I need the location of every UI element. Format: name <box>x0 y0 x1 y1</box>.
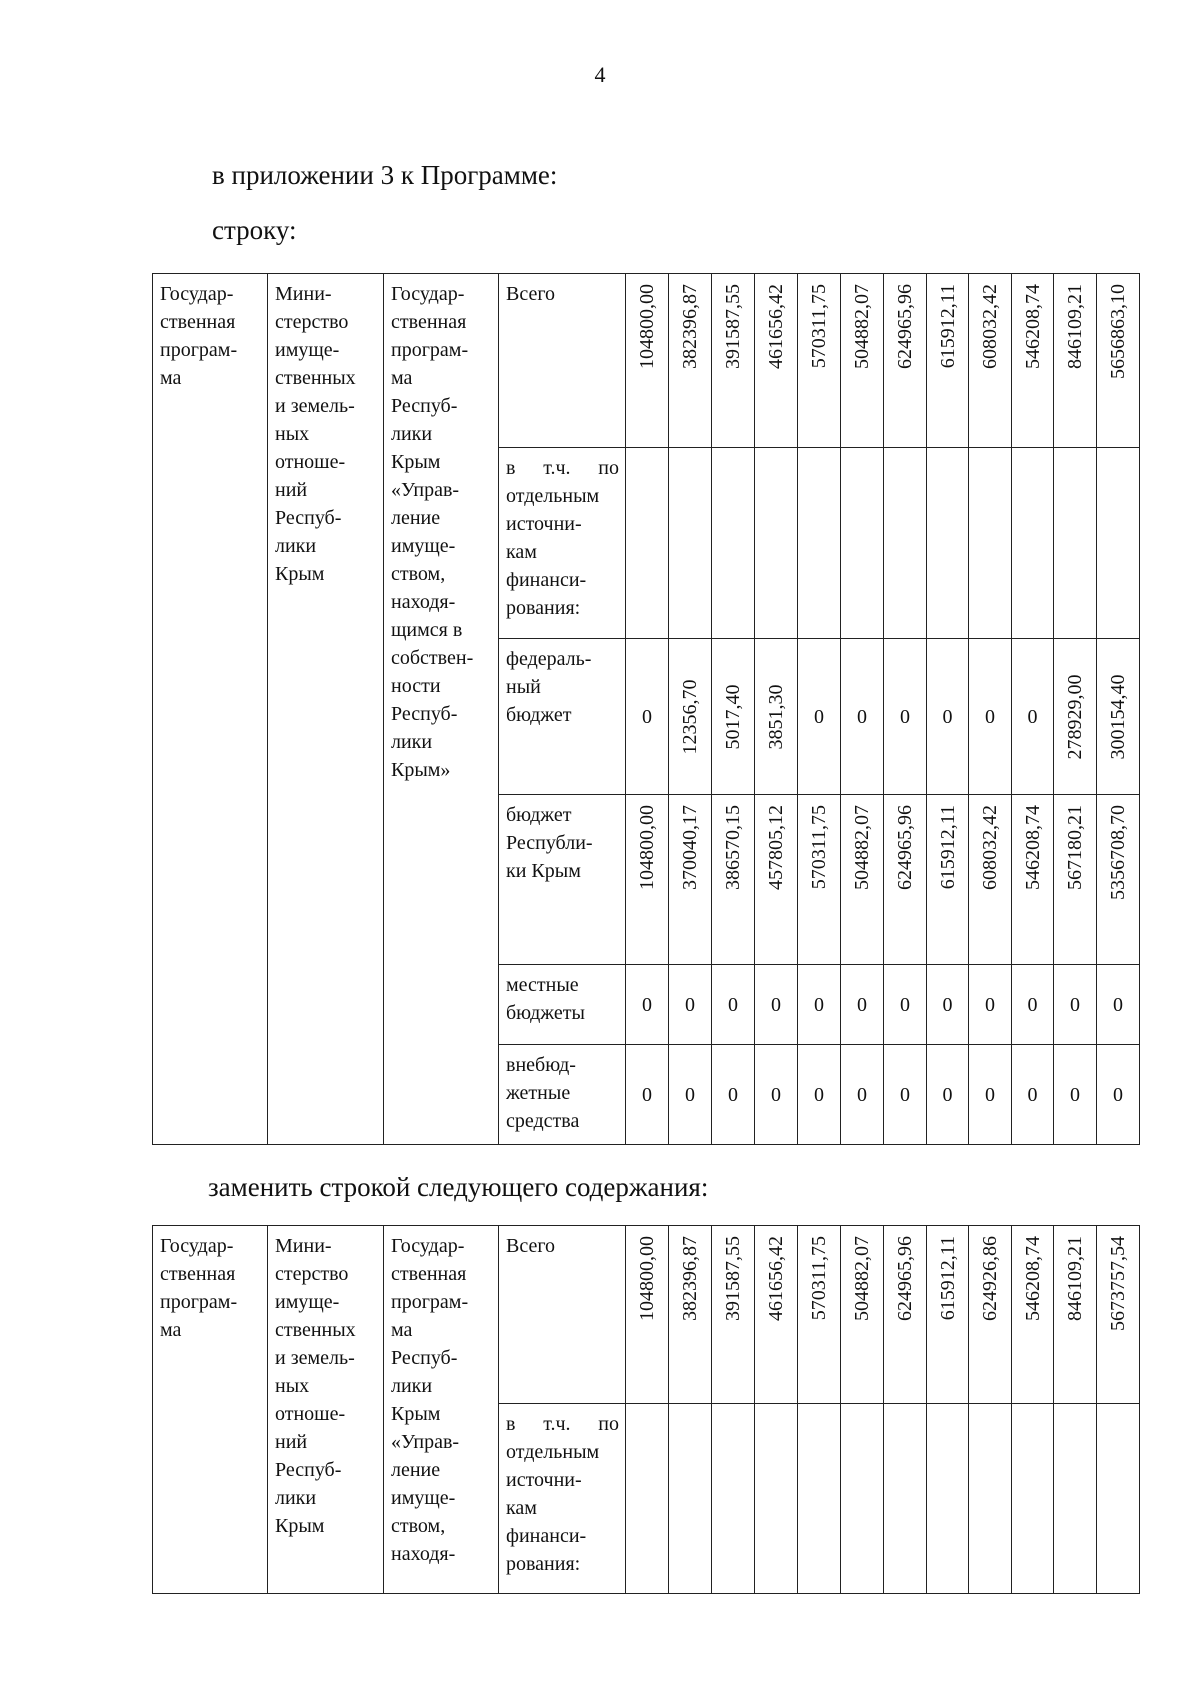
empty-cell <box>626 448 669 639</box>
source-federal-label: федераль- ный бюджет <box>499 639 626 795</box>
value-text: 0 <box>900 993 910 1016</box>
value-text: 0 <box>1070 1083 1080 1106</box>
empty-cell <box>755 1404 798 1594</box>
value-text: 546208,74 <box>1021 1236 1044 1321</box>
source-including-label: в т.ч. по отдельным источни- кам финанси- рования: <box>499 448 626 639</box>
value-cell <box>1054 1045 1097 1145</box>
value-text: 0 <box>900 1083 910 1106</box>
value-text: 624965,96 <box>894 805 916 890</box>
value-cell <box>884 274 927 448</box>
empty-cell <box>1054 1404 1097 1594</box>
value-cell <box>626 795 669 965</box>
value-cell <box>1012 795 1054 965</box>
value-cell <box>969 274 1012 448</box>
value-cell <box>1097 1045 1140 1145</box>
value-cell <box>712 795 755 965</box>
value-cell <box>626 1226 669 1404</box>
intro-line: в приложении 3 к Программе: <box>212 160 558 190</box>
value-text: 0 <box>857 705 867 728</box>
value-cell <box>755 639 798 795</box>
empty-cell <box>669 448 712 639</box>
value-cell <box>927 1045 969 1145</box>
value-text: 104800,00 <box>636 805 658 890</box>
value-text: 0 <box>642 993 652 1016</box>
value-cell <box>712 639 755 795</box>
cell-program-type: Государ- ственная програм- ма <box>153 1226 268 1594</box>
value-text: 0 <box>1027 1083 1038 1106</box>
empty-cell <box>884 448 927 639</box>
value-cell <box>1097 965 1140 1045</box>
empty-cell <box>927 1404 969 1594</box>
value-cell <box>626 965 669 1045</box>
value-text: 0 <box>1113 993 1123 1016</box>
value-cell <box>669 795 712 965</box>
value-text: 0 <box>985 993 995 1016</box>
value-cell <box>884 639 927 795</box>
value-cell <box>841 795 884 965</box>
value-cell <box>1012 965 1054 1045</box>
empty-cell <box>841 1404 884 1594</box>
value-text: 391587,55 <box>722 1236 744 1321</box>
empty-cell <box>1097 1404 1140 1594</box>
empty-cell <box>755 448 798 639</box>
value-text: 382396,87 <box>679 1236 701 1321</box>
value-text: 504882,07 <box>851 1236 873 1321</box>
table-new-row <box>152 1225 1140 1594</box>
value-cell <box>1012 274 1054 448</box>
value-cell <box>1097 274 1140 448</box>
value-cell <box>755 965 798 1045</box>
value-cell <box>841 274 884 448</box>
empty-cell <box>1012 1404 1054 1594</box>
cell-program-name: Государ- ственная програм- ма Респуб- лики Крым «Управ- ление имуще- ством, находя- щимся в собствен- ности Респуб- лики Крым» <box>384 274 499 1145</box>
value-cell <box>626 274 669 448</box>
value-cell <box>927 274 969 448</box>
value-cell <box>1054 965 1097 1045</box>
value-cell <box>927 795 969 965</box>
value-text: 0 <box>942 993 953 1016</box>
value-text: 504882,07 <box>851 805 873 890</box>
value-text: 615912,11 <box>936 805 959 890</box>
value-cell <box>755 1226 798 1404</box>
value-cell <box>1012 1045 1054 1145</box>
value-cell <box>969 1045 1012 1145</box>
value-text: 278929,00 <box>1064 674 1086 759</box>
value-cell <box>626 639 669 795</box>
value-cell <box>1054 795 1097 965</box>
value-cell <box>712 1226 755 1404</box>
value-cell <box>669 639 712 795</box>
value-cell <box>1054 274 1097 448</box>
source-offbudget-label: внебюд- жетные средства <box>499 1045 626 1145</box>
empty-cell <box>798 448 841 639</box>
value-cell <box>798 965 841 1045</box>
value-text: 5673757,54 <box>1107 1236 1129 1331</box>
value-text: 615912,11 <box>936 284 959 369</box>
value-text: 624965,96 <box>894 284 916 369</box>
empty-cell <box>969 448 1012 639</box>
value-cell <box>669 1045 712 1145</box>
value-cell <box>1012 1226 1054 1404</box>
value-text: 391587,55 <box>722 284 744 369</box>
table-old-row <box>152 273 1140 1145</box>
value-cell <box>884 1045 927 1145</box>
value-text: 624965,96 <box>894 1236 916 1321</box>
value-text: 5656863,10 <box>1107 284 1129 379</box>
value-text: 546208,74 <box>1021 805 1044 890</box>
value-text: 12356,70 <box>679 679 701 754</box>
table-row <box>153 274 1140 448</box>
value-text: 382396,87 <box>679 284 701 369</box>
empty-cell <box>969 1404 1012 1594</box>
value-text: 3851,30 <box>765 684 787 749</box>
value-cell <box>927 639 969 795</box>
value-cell <box>884 965 927 1045</box>
value-cell <box>1097 1226 1140 1404</box>
value-text: 0 <box>985 705 995 728</box>
value-text: 0 <box>1027 993 1038 1016</box>
value-cell <box>669 965 712 1045</box>
value-text: 0 <box>771 1083 781 1106</box>
value-text: 570311,75 <box>808 805 830 890</box>
value-text: 0 <box>814 993 824 1016</box>
value-text: 0 <box>642 1083 652 1106</box>
value-text: 0 <box>900 705 910 728</box>
value-text: 846109,21 <box>1064 1236 1086 1321</box>
empty-cell <box>669 1404 712 1594</box>
value-cell <box>712 1045 755 1145</box>
table-row <box>153 1226 1140 1404</box>
source-total-label: Всего <box>499 274 626 448</box>
value-cell <box>884 1226 927 1404</box>
cell-ministry: Мини- стерство имуще- ственных и земель- ных отноше- ний Респуб- лики Крым <box>268 1226 384 1594</box>
value-cell <box>798 795 841 965</box>
empty-cell <box>841 448 884 639</box>
empty-cell <box>798 1404 841 1594</box>
value-text: 570311,75 <box>808 284 830 369</box>
value-cell <box>1054 639 1097 795</box>
value-cell <box>755 795 798 965</box>
value-cell <box>969 965 1012 1045</box>
value-cell <box>798 274 841 448</box>
value-text: 0 <box>857 993 867 1016</box>
value-text: 0 <box>685 993 695 1016</box>
value-text: 504882,07 <box>851 284 873 369</box>
value-cell <box>755 274 798 448</box>
value-cell <box>884 795 927 965</box>
value-cell <box>841 1045 884 1145</box>
value-text: 608032,42 <box>979 284 1001 369</box>
empty-cell <box>1097 448 1140 639</box>
line-stroku: строку: <box>212 215 297 245</box>
value-text: 546208,74 <box>1021 284 1044 369</box>
value-text: 457805,12 <box>765 805 787 890</box>
source-republic-label: бюджет Республи- ки Крым <box>499 795 626 965</box>
value-cell <box>626 1045 669 1145</box>
empty-cell <box>1054 448 1097 639</box>
value-cell <box>841 965 884 1045</box>
value-text: 615912,11 <box>936 1236 959 1321</box>
empty-cell <box>884 1404 927 1594</box>
value-cell <box>712 274 755 448</box>
value-text: 104800,00 <box>636 284 658 369</box>
empty-cell <box>927 448 969 639</box>
value-text: 0 <box>728 1083 738 1106</box>
source-local-label: местные бюджеты <box>499 965 626 1045</box>
source-including-label: в т.ч. по отдельным источни- кам финанси- рования: <box>499 1404 626 1594</box>
value-text: 0 <box>985 1083 995 1106</box>
empty-cell <box>712 448 755 639</box>
value-text: 0 <box>1070 993 1080 1016</box>
value-cell <box>798 639 841 795</box>
replace-line: заменить строкой следующего содержания: <box>208 1172 709 1202</box>
value-cell <box>927 1226 969 1404</box>
value-cell <box>841 639 884 795</box>
cell-program-type: Государ- ственная програм- ма <box>153 274 268 1145</box>
value-text: 567180,21 <box>1064 805 1086 890</box>
cell-program-name: Государ- ственная програм- ма Респуб- лики Крым «Управ- ление имуще- ством, находя- <box>384 1226 499 1594</box>
value-text: 0 <box>857 1083 867 1106</box>
value-cell <box>841 1226 884 1404</box>
value-cell <box>755 1045 798 1145</box>
value-text: 570311,75 <box>808 1236 830 1321</box>
value-cell <box>669 274 712 448</box>
value-text: 461656,42 <box>765 284 787 369</box>
value-cell <box>798 1226 841 1404</box>
value-text: 0 <box>728 993 738 1016</box>
source-total-label: Всего <box>499 1226 626 1404</box>
value-cell <box>969 1226 1012 1404</box>
value-text: 0 <box>642 705 652 728</box>
value-cell <box>798 1045 841 1145</box>
value-cell <box>1097 639 1140 795</box>
value-cell <box>927 965 969 1045</box>
value-text: 846109,21 <box>1064 284 1086 369</box>
value-text: 386570,15 <box>722 805 744 890</box>
value-cell <box>1097 795 1140 965</box>
value-text: 0 <box>814 1083 824 1106</box>
empty-cell <box>712 1404 755 1594</box>
empty-cell <box>626 1404 669 1594</box>
value-cell <box>669 1226 712 1404</box>
value-cell <box>969 639 1012 795</box>
value-text: 0 <box>1027 705 1038 728</box>
value-text: 0 <box>1113 1083 1123 1106</box>
value-text: 0 <box>942 1083 953 1106</box>
empty-cell <box>1012 448 1054 639</box>
value-cell <box>969 795 1012 965</box>
value-text: 461656,42 <box>765 1236 787 1321</box>
value-cell <box>1054 1226 1097 1404</box>
value-text: 104800,00 <box>636 1236 658 1321</box>
value-cell <box>1012 639 1054 795</box>
value-cell <box>712 965 755 1045</box>
value-text: 0 <box>942 705 953 728</box>
value-text: 624926,86 <box>979 1236 1001 1321</box>
value-text: 608032,42 <box>979 805 1001 890</box>
cell-ministry: Мини- стерство имуще- ственных и земель- ных отноше- ний Респуб- лики Крым <box>268 274 384 1145</box>
page-number: 4 <box>594 62 606 87</box>
value-text: 0 <box>814 705 824 728</box>
value-text: 0 <box>685 1083 695 1106</box>
value-text: 5356708,70 <box>1107 805 1129 900</box>
value-text: 5017,40 <box>722 684 744 749</box>
value-text: 300154,40 <box>1107 674 1129 759</box>
value-text: 370040,17 <box>679 805 701 890</box>
value-text: 0 <box>771 993 781 1016</box>
